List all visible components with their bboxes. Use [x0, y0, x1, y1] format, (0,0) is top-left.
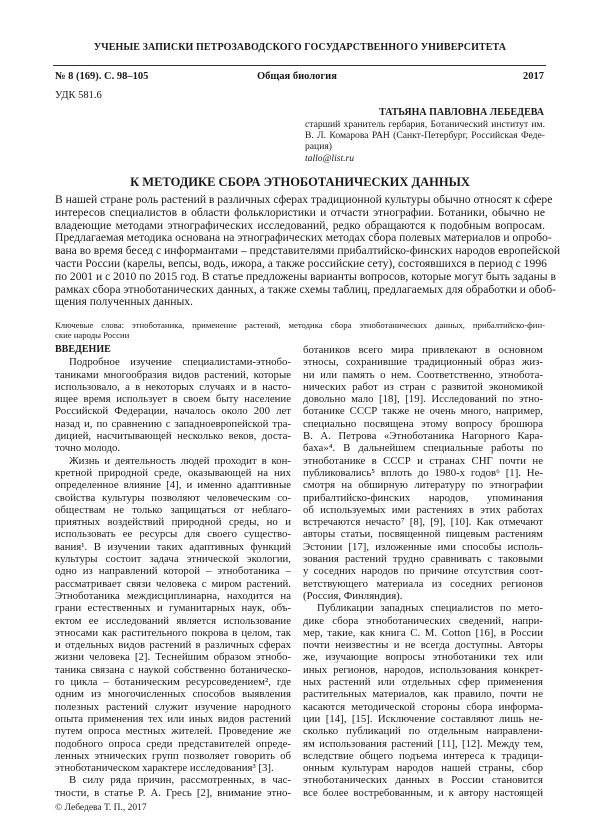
text-line: приятных воздействий природной среды, но и [55, 516, 291, 529]
text-line: ящее время использует в своем быту население [55, 393, 291, 406]
text-line: определенное влияние [4], и именно адаптивные [55, 479, 291, 492]
text-line: этноботанических данных в России становится [303, 774, 543, 787]
text-line: рассматривает связи человека с миром растений. [55, 577, 291, 590]
text-line: рамках сбора этноботанических данных, а также схемы таблиц, предлагаемых для обработки и обоб- [55, 282, 557, 296]
text-line: и отдельных видов растений в различных сферах [55, 639, 291, 652]
text-line: точно молодо. [55, 442, 121, 455]
text-line: В силу ряда причин, рассмотренных, в час- [69, 774, 291, 787]
text-line: иных регионов, народов, использования конкрет- [303, 663, 543, 676]
text-line: Этноботаника междисциплинарна, находится на [55, 589, 291, 602]
text-line: использовало, а в некоторых случаях и в насто- [55, 380, 291, 393]
text-line: тности, в статье Р. А. Гресь [2], внимание этно- [55, 786, 291, 799]
text-line: растительных материалов, как правило, почти не [303, 688, 543, 701]
text-line: одним из многочисленных способов выявления [55, 688, 291, 701]
journal-title: УЧЕНЫЕ ЗАПИСКИ ПЕТРОЗАВОДСКОГО ГОСУДАРСТВЕННОГО УНИВЕРСИТЕТА [93, 42, 507, 53]
text-line: ектом ее исследований является использование [55, 614, 291, 627]
text-line: этносами как растительного покрова в целом, так [55, 626, 291, 639]
text-line: щения полученных данных. [55, 295, 193, 309]
text-line: все более востребованным, и к автору настоящей [303, 786, 543, 799]
text-line: путем опроса местных жителей. Проведение же [55, 725, 291, 738]
text-line: ские народы России [55, 330, 130, 340]
text-line: таниками многообразия видов растений, которые [55, 368, 291, 381]
text-line: Эстонии [17], изложенные ими способы исполь- [303, 540, 543, 553]
text-line: об используемых ими растениях в этих работах [303, 503, 543, 516]
text-line: ботанике СССР также не очень много, например, [303, 405, 543, 418]
text-line: интересов специалистов в области фольклористики и отчасти этнографии. Ботаники, обычно не [55, 205, 545, 219]
text-line: вследствие общего подъема интереса к традици- [303, 749, 543, 762]
text-line: В нашей стране роль растений в различных сферах традиционной культуры обычно относят к сфере [55, 193, 553, 206]
year: 2017 [523, 71, 544, 82]
text-line: зования растений трудно сравнивать с таковыми [303, 553, 543, 566]
text-line: довольно мало [18], [19]. Исследований по этно- [303, 393, 543, 406]
text-line: ботаников всего мира привлекают в основном [303, 344, 543, 356]
text-line: ни или память о нем. Соответственно, этнобота- [303, 368, 543, 381]
text-line: части России (карелы, вепсы, водь, ижора, а также российские сету), состоявшихся в период с 1996 [55, 256, 547, 270]
text-line: мер, такие, как книга C. M. Cotton [16], в России [303, 626, 543, 639]
affiliation-line: В. Л. Комарова РАН (Санкт-Петербург, Российская Феде- [305, 130, 545, 142]
text-line: использовать ее ресурсы для своего существо- [55, 528, 291, 541]
affiliation-line: старший хранитель гербария, Ботанический институт им. [305, 119, 545, 130]
text-line: Российской Федерации, началось около 200 лет [55, 405, 291, 418]
text-line: дицией, насчитывающей несколько веков, доста- [55, 430, 291, 443]
text-line: вана во время бесед с информантами – представителями прибалтийско-финских народов европейской [55, 244, 561, 258]
text-line: ям использования растений [11], [12]. Между тем, [303, 737, 543, 750]
author-name: ТАТЬЯНА ПАВЛОВНА ЛЕБЕДЕВА [379, 107, 544, 118]
text-line: обществам не только защищаться от неблаго- [55, 503, 291, 516]
udk-code: УДК 581.6 [55, 90, 102, 101]
text-line: назад и, по сравнению с западноевропейской тра- [55, 417, 291, 430]
text-line: публиковались⁵ вплоть до 1980-х годов⁶ [1]. Не- [303, 466, 543, 479]
text-line: жизни человека [2]. Теснейшим образом этнобо- [55, 651, 291, 664]
author-email[interactable]: tallo@list.ru [305, 152, 355, 164]
text-line: Предлагаемая методика основана на этнографических методах сбора полевых материалов и опробо- [55, 231, 552, 245]
text-line: же, изучающие вопросы этноботаники тех или [303, 651, 543, 664]
intro-heading: ВВЕДЕНИЕ [55, 344, 111, 355]
text-line: В. А. Петрова «Этноботаника Нагорного Кара- [303, 430, 543, 443]
text-line: по 2001 и с 2010 по 2015 год. В статье предложены варианты вопросов, которые могут быть заданы в [55, 269, 556, 283]
text-line: почти неизвестны и не всегда доступны. Авторы [303, 639, 543, 652]
right-column [303, 344, 543, 799]
affiliation-line: рация) [305, 141, 332, 153]
header-divider [53, 65, 546, 66]
text-line: этносы, сохранившие традиционный образ жиз- [303, 356, 543, 369]
text-line: ции [14], [15]. Исключение составляют лишь не- [303, 712, 543, 725]
left-column [55, 344, 291, 799]
text-line: Публикации западных специалистов по мето- [317, 602, 543, 615]
text-line: ленных этнических групп позволяет говорить об [55, 749, 291, 762]
text-line: владеющие методами этнографических исследований, редко обращаются к подобным вопросам. [55, 218, 545, 232]
text-line: (Россия, Финляндия). [303, 589, 403, 602]
copyright: © Лебедева Т. П., 2017 [55, 803, 147, 813]
text-line: баха»⁴. В дальнейшем специальные работы по [303, 442, 543, 455]
text-line: грани естественных и гуманитарных наук, объ- [55, 602, 291, 615]
text-line: подобного опроса среди представителей опреде- [55, 737, 291, 750]
text-line: у соседних народов по причине отсутствия соот- [303, 565, 543, 578]
text-line: таника связана с наукой собственно ботаническо- [55, 663, 291, 676]
text-line: авторы статьи, посвященной пищевым растениям [303, 528, 543, 541]
section-name: Общая биология [257, 71, 337, 82]
text-line: ных растений или отдельных сфер применения [303, 676, 543, 689]
text-line: сколько публикаций по отдельным направлени- [303, 725, 543, 738]
issue-info: № 8 (169). С. 98–105 [55, 71, 149, 82]
text-line: онным культурам народов нашей страны, сбор [303, 762, 543, 775]
text-line: го цикла – ботаническим ресурсоведением², где [55, 676, 291, 689]
text-line: прибалтийско-финских народов, упоминания [303, 491, 543, 504]
text-line: полезных растений служит изучение народного [55, 700, 291, 713]
text-line: ветствующего материала из соседних регионов [303, 577, 543, 590]
text-line: кретной природной среде, оказывающей на них [55, 466, 291, 479]
text-line: касаются методической стороны сбора информа- [303, 700, 543, 713]
keywords [55, 320, 545, 340]
author-affiliation [305, 119, 545, 164]
text-line: культуры состоит задача этнической экологии, [55, 553, 291, 566]
text-line: одно из направлений которой – этноботаника – [55, 565, 291, 578]
text-line: опыта применения тех или иных видов растений [55, 712, 291, 725]
text-line: Жизнь и деятельность людей проходит в кон- [69, 454, 291, 467]
text-line: Подробное изучение специалистами-этнобо- [69, 356, 291, 369]
text-line: вания¹. В изучении таких адаптивных функций [55, 540, 291, 553]
text-line: дике сбора этноботанических сведений, напри- [303, 614, 543, 627]
text-line: нических работ из стран с развитой экономикой [303, 380, 543, 393]
text-line: этноботанике в СССР и странах СНГ почти не [303, 454, 543, 467]
text-line: специально посвящена этому вопросу брошюра [303, 417, 543, 430]
text-line: свойства культуры позволяют человеческим со- [55, 491, 291, 504]
text-line: Ключевые слова: этноботаника, применение растений, методика сбора этноботанических данных, прибалтийско-фин- [55, 320, 545, 330]
abstract [55, 193, 561, 309]
text-line: этноботаническом характере исследования³ [3]. [55, 762, 274, 775]
text-line: встречаются нечасто⁷ [8], [9], [10]. Как отмечают [303, 516, 543, 529]
article-title: К МЕТОДИКЕ СБОРА ЭТНОБОТАНИЧЕСКИХ ДАННЫХ [130, 175, 470, 189]
text-line: смотря на обширную литературу по этнографии [303, 479, 543, 492]
